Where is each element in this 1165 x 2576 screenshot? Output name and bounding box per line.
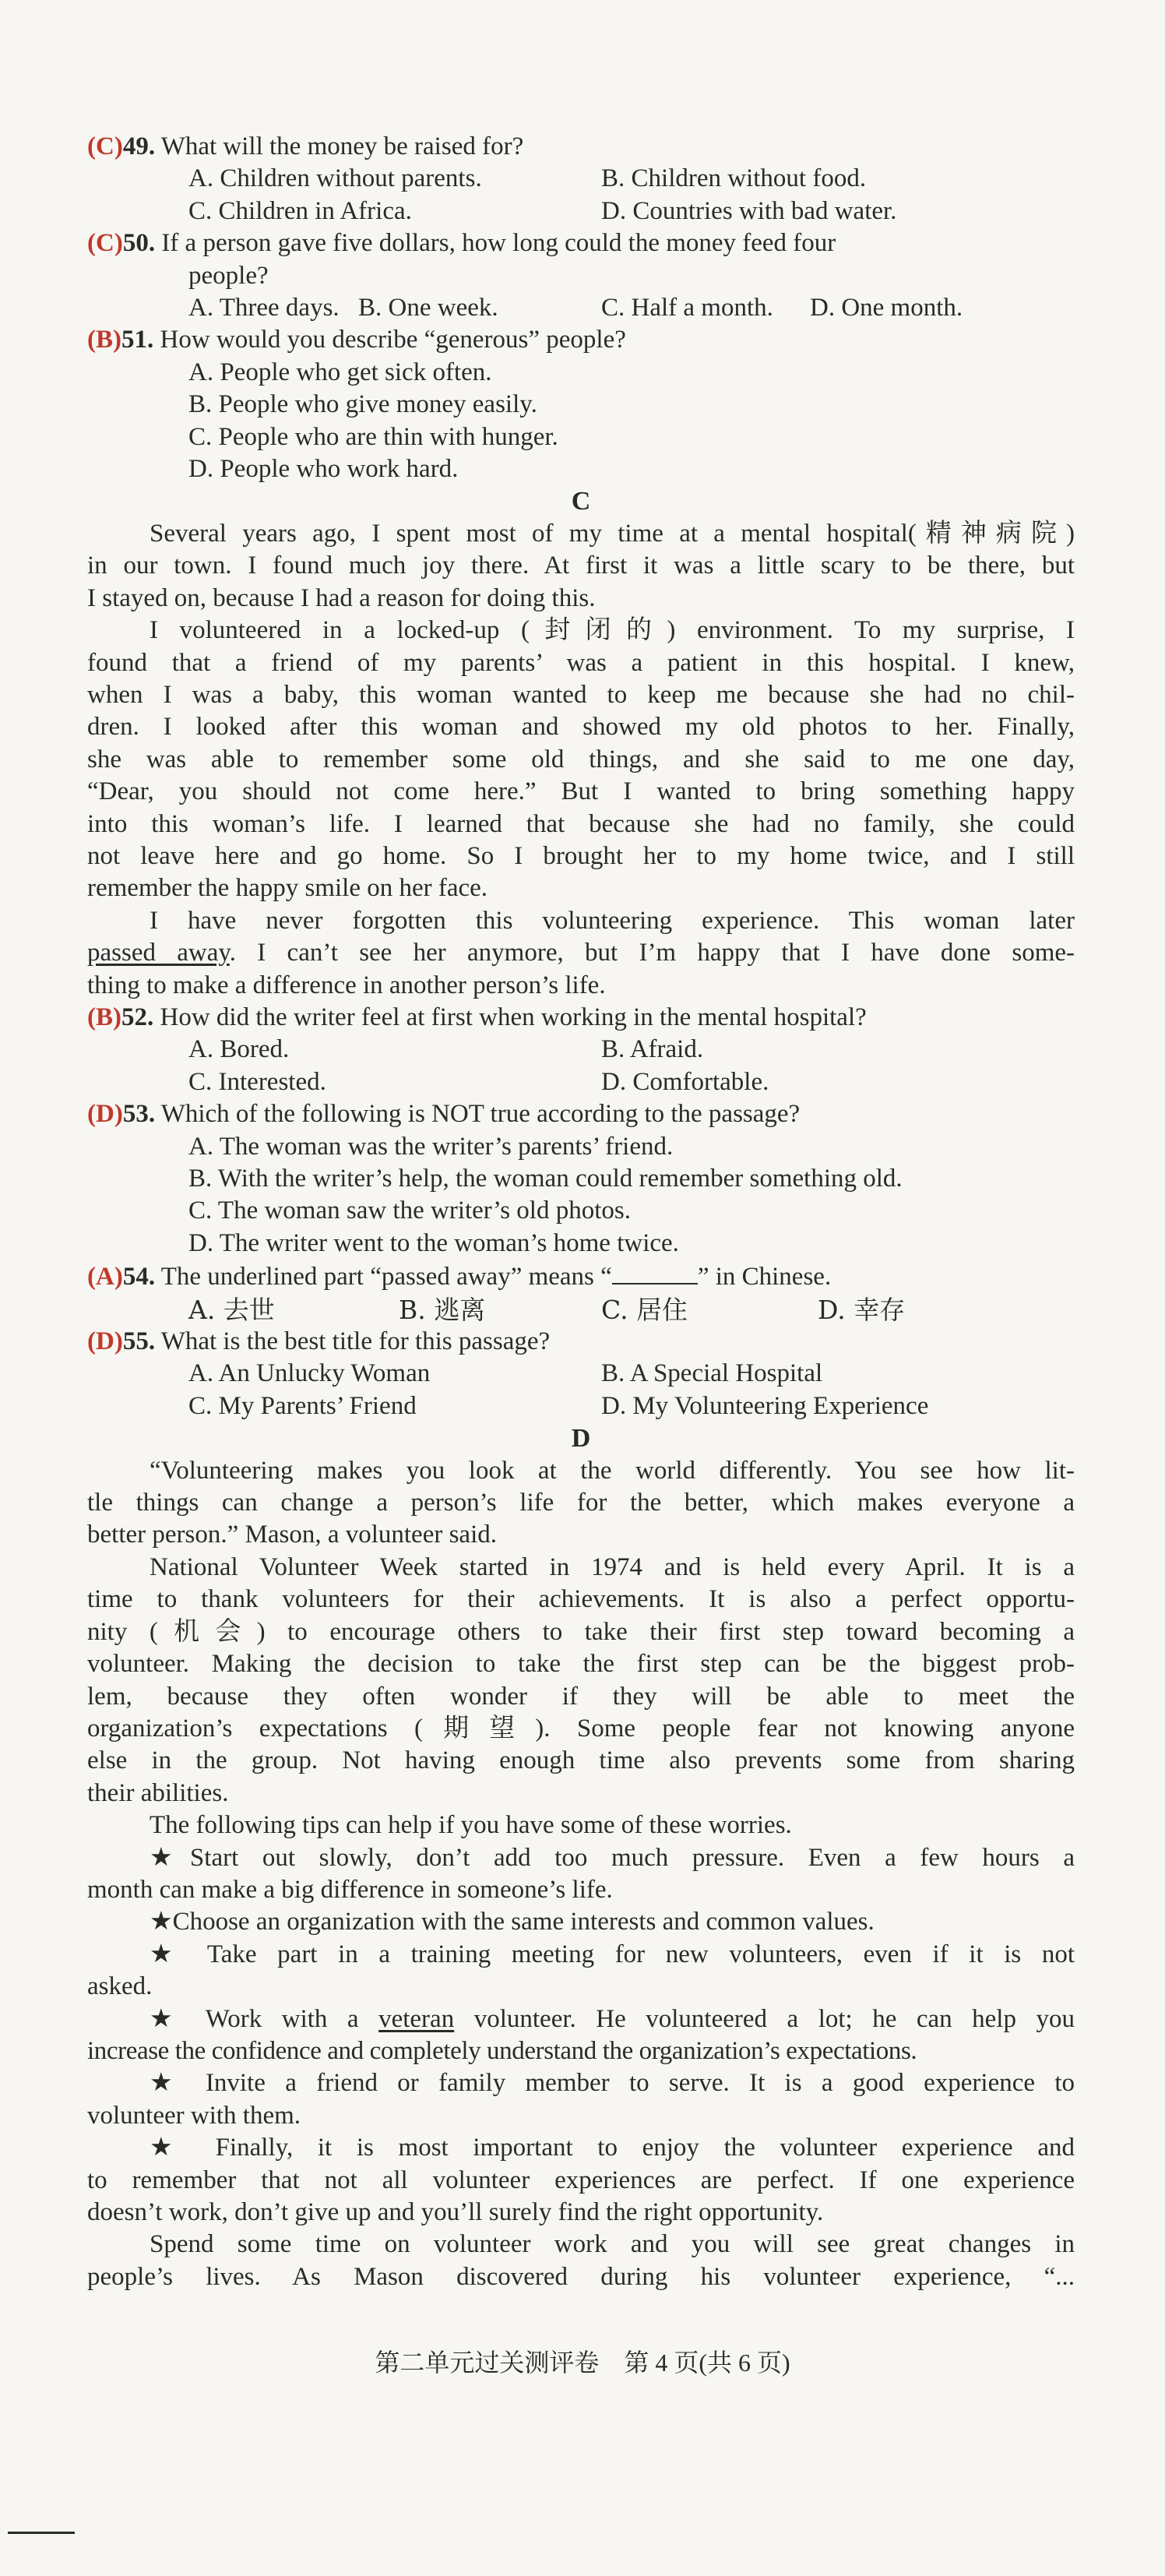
option-d: D. My Volunteering Experience [601,1391,929,1420]
tip-line: increase the confidence and completely understand the organization’s expectations. [87,2036,917,2065]
tip-line: volunteer with them. [87,2101,301,2130]
option-d: D. 幸存 [818,1294,906,1325]
passage-line: better person.” Mason, a volunteer said. [87,1521,498,1549]
passage-d [87,1455,1075,2294]
option-b: B. Children without food. [601,164,867,193]
question-number: 49. [122,132,156,160]
passage-line: volunteer. Making the decision to take the first step can be the biggest prob- [87,1650,1075,1679]
passage-line [87,937,1075,969]
underlined-phrase: passed away [87,939,230,967]
question-text: What is the best title for this passage? [160,1327,551,1356]
passage-line: found that a friend of my parents’ was a patient in this hospital. I knew, [87,648,1075,677]
passage-line: not leave here and go home. So I brought her to my home twice, and I still [87,841,1075,870]
question-55 [87,1326,1075,1422]
question-54 [87,1260,1075,1326]
option-b: B. Afraid. [601,1035,704,1064]
passage-line: into this woman’s life. I learned that because she had no family, she could [87,809,1075,838]
tip-line: ★Start out slowly, don’t add too much pressure. Even a few hours a [150,1843,1075,1872]
passage-line: National Volunteer Week started in 1974 and is held every April. It is a [150,1552,1075,1581]
option-c: C. Interested. [188,1067,326,1096]
option-c: C. Children in Africa. [188,196,412,225]
option-c: C. The woman saw the writer’s old photos. [188,1196,631,1225]
passage-text: . I can’t see her anymore, but I’m happy that I have done some- [229,939,1075,967]
option-b: B. A Special Hospital [601,1359,823,1388]
passage-line: their abilities. [87,1778,229,1807]
question-text: What will the money be raised for? [160,132,524,160]
tip-line: to remember that not all volunteer experiences are perfect. If one experience [87,2165,1075,2194]
passage-line: she was able to remember some old things, and she said to me one day, [87,745,1075,774]
option-a: A. People who get sick often. [188,358,492,386]
corner-rule [8,2532,75,2534]
underlined-word: veteran [378,2004,455,2033]
passage-line: The following tips can help if you have some of these worries. [150,1811,792,1840]
question-number: 55. [122,1327,156,1356]
question-number: 50. [122,229,156,258]
question-text: How would you describe “generous” people? [160,326,626,354]
option-a: A. Children without parents. [188,164,482,193]
answer-mark: (A) [87,1263,123,1292]
passage-line: “Dear, you should not come here.” But I wanted to bring something happy [87,777,1075,806]
question-number: 54. [122,1263,156,1292]
passage-line: tle things can change a person’s life for the better, which makes everyone a [87,1489,1075,1517]
passage-line: organization’s expectations (期望). Some people fear not knowing anyone [87,1714,1075,1743]
worksheet-page [87,131,1075,2293]
option-a: A. Three days. [188,294,340,322]
answer-mark: (B) [87,1003,121,1031]
passage-line: Spend some time on volunteer work and you will see great changes in [150,2230,1075,2259]
answer-mark: (D) [87,1327,123,1356]
option-b: B. With the writer’s help, the woman could remember something old. [188,1165,903,1193]
answer-blank [612,1260,698,1284]
option-b: B. One week. [358,294,498,322]
passage-line: when I was a baby, this woman wanted to keep me because she had no chil- [87,680,1075,709]
passage-line: I have never forgotten this volunteering experience. This woman later [150,906,1075,935]
passage-line: I stayed on, because I had a reason for doing this. [87,583,596,612]
passage-line: I volunteered in a locked-up (封闭的) environment. To my surprise, I [150,616,1075,645]
tip-line: ★Choose an organization with the same interests and common values. [150,1908,875,1936]
question-text-cont: people? [188,261,269,290]
passage-line: Several years ago, I spent most of my time at a mental hospital(精神病院) [150,519,1075,548]
passage-c [87,518,1075,1002]
option-a: A. 去世 [188,1294,275,1325]
question-text: How did the writer feel at first when working in the mental hospital? [160,1003,867,1031]
passage-line: dren. I looked after this woman and showed my old photos to her. Finally, [87,713,1075,742]
answer-mark: (D) [87,1100,123,1129]
tip-line: month can make a big difference in someone’s life. [87,1875,613,1904]
section-d-heading: D [571,1424,591,1454]
passage-line: else in the group. Not having enough time also prevents some from sharing [87,1746,1075,1775]
option-a: A. An Unlucky Woman [188,1359,431,1388]
option-c: C. 居住 [601,1294,688,1325]
section-c-heading: C [571,487,591,516]
answer-mark: (C) [87,229,123,258]
option-d: D. People who work hard. [188,455,459,484]
option-b: B. 逃离 [399,1294,486,1325]
option-d: D. One month. [810,294,963,322]
passage-line: lem, because they often wonder if they will be able to meet the [87,1682,1075,1711]
option-d: D. Countries with bad water. [601,196,897,225]
passage-line: people’s lives. As Mason discovered during his volunteer experience, “... [87,2262,1075,2291]
question-text: Which of the following is NOT true according to the passage? [160,1100,801,1129]
passage-line: thing to make a difference in another person’s life. [87,971,606,999]
question-text: The underlined part “passed away” means “ [160,1263,612,1292]
option-d: D. Comfortable. [601,1067,769,1096]
passage-line: nity (机会) to encourage others to take their first step toward becoming a [87,1617,1075,1646]
question-text-end: ” in Chinese. [697,1263,832,1292]
answer-mark: (C) [87,132,123,160]
option-b: B. People who give money easily. [188,390,537,419]
question-53 [87,1098,1075,1260]
passage-line: “Volunteering makes you look at the world differently. You see how lit- [150,1456,1075,1485]
answer-mark: (B) [87,326,121,354]
question-number: 53. [122,1100,156,1129]
question-text: If a person gave five dollars, how long could the money feed four [161,229,836,258]
tip-line: ★ Invite a friend or family member to serve. It is a good experience to [150,2069,1075,2098]
option-c: C. My Parents’ Friend [188,1391,417,1420]
tip-text: volunteer. He volunteered a lot; he can help you [454,2004,1075,2033]
question-52 [87,1002,1075,1098]
question-number: 51. [121,326,154,354]
tip-line: ★ Take part in a training meeting for new volunteers, even if it is not [150,1940,1075,1968]
tip-line [87,2003,1075,2035]
option-a: A. The woman was the writer’s parents’ friend. [188,1132,674,1161]
tip-line: asked. [87,1972,153,2001]
tip-line: ★ Finally, it is most important to enjoy the volunteer experience and [150,2134,1075,2162]
option-c: C. People who are thin with hunger. [188,422,558,451]
tip-text: ★ Work with a [150,2004,379,2033]
passage-line: time to thank volunteers for their achievements. It is also a perfect opportu- [87,1585,1075,1614]
question-number: 52. [121,1003,154,1031]
option-c: C. Half a month. [601,294,773,322]
passage-line: remember the happy smile on her face. [87,874,488,903]
tip-line: doesn’t work, don’t give up and you’ll surely find the right opportunity. [87,2198,824,2226]
page-footer: 第二单元过关测评卷 第 4 页(共 6 页) [375,2349,790,2377]
passage-line: in our town. I found much joy there. At first it was a little scary to be there, but [87,551,1075,580]
question-51 [87,324,1075,485]
question-49 [87,131,1075,227]
question-50 [87,227,1075,324]
option-d: D. The writer went to the woman’s home twice. [188,1228,679,1257]
option-a: A. Bored. [188,1035,290,1064]
